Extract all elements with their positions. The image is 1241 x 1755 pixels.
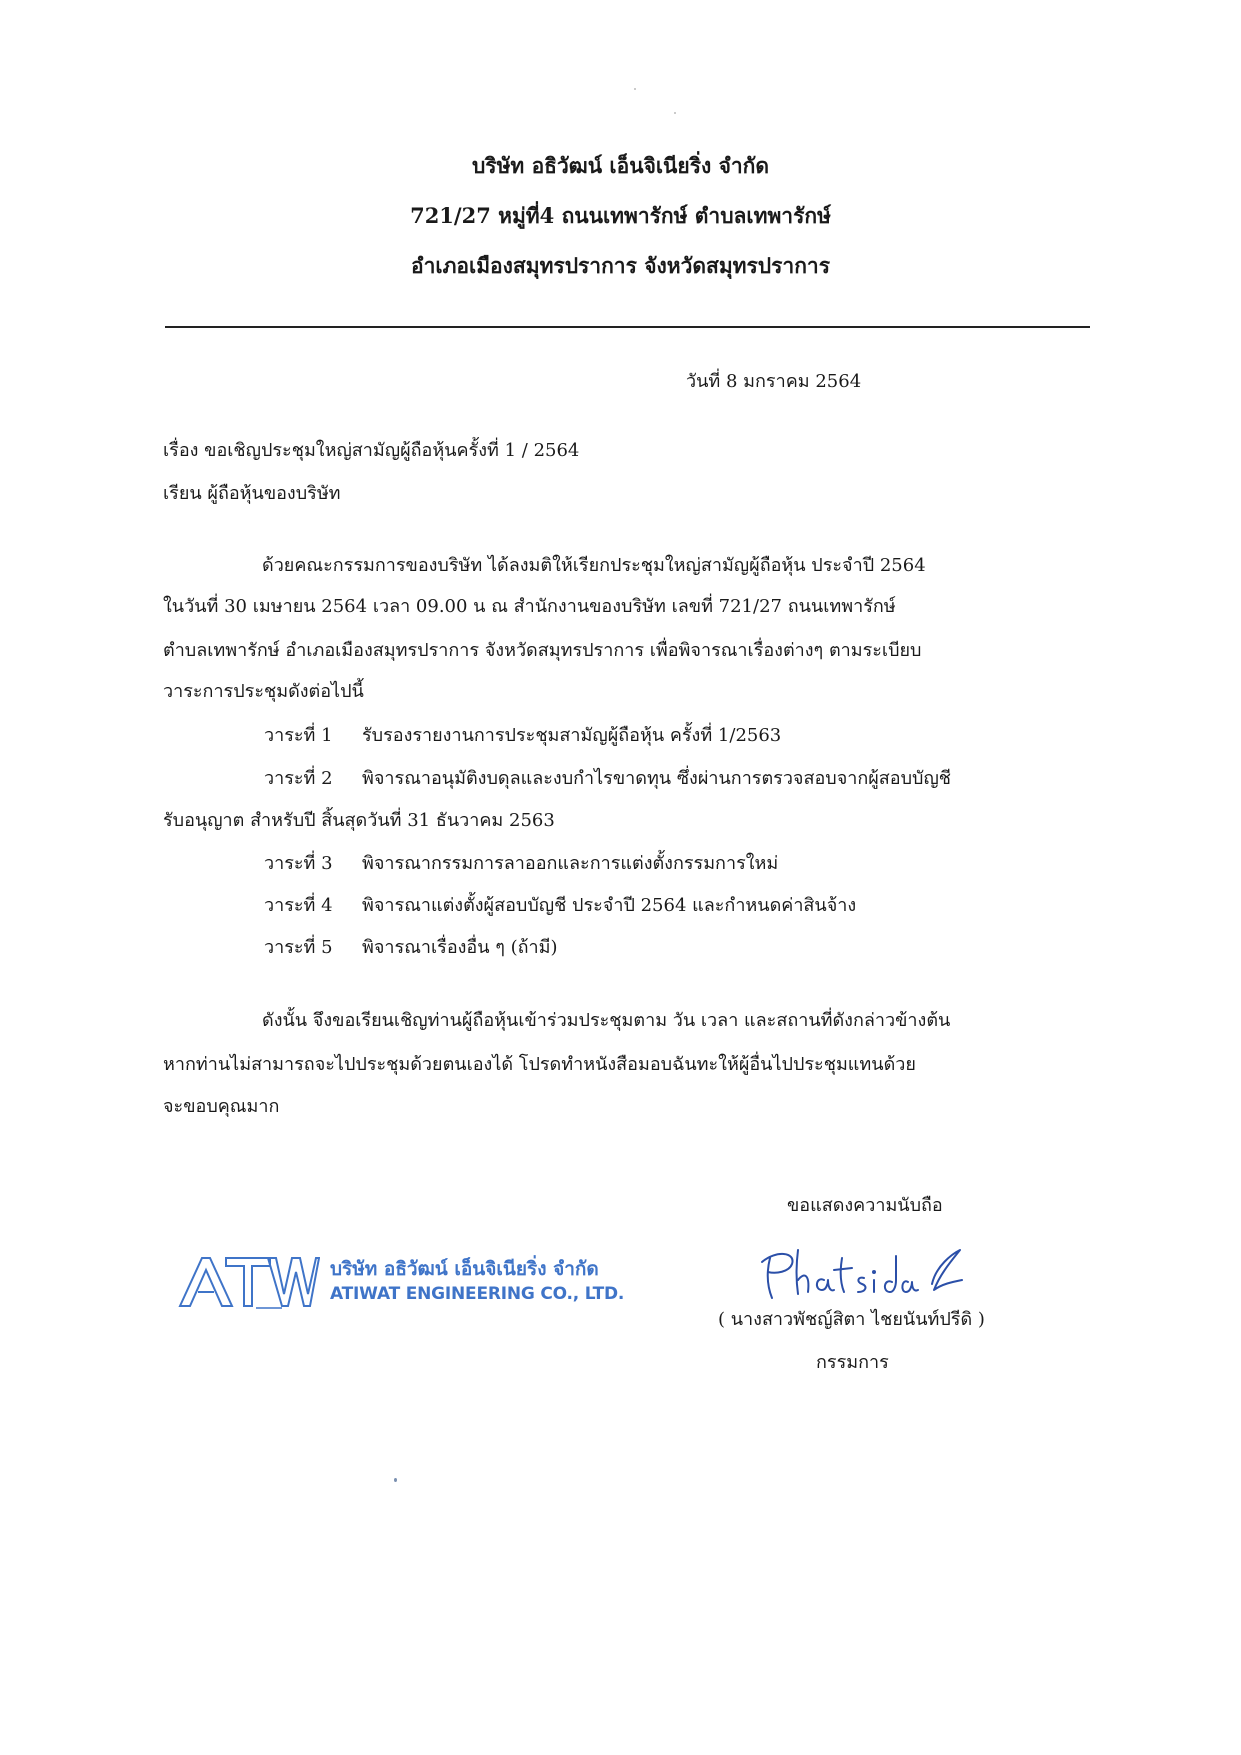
header-divider	[165, 326, 1090, 328]
company-address-line1: 721/27 หมู่ที่4 ถนนเทพารักษ์ ตำบลเทพารักษ์	[410, 203, 831, 228]
atw-logo-icon	[178, 1252, 320, 1312]
stamp-company-en: ATIWAT ENGINEERING CO., LTD.	[330, 1284, 625, 1304]
stamp-company-th: บริษัท อธิวัฒน์ เอ็นจิเนียริ่ง จำกัด	[330, 1258, 599, 1280]
letter-recipient: เรียน ผู้ถือหุ้นของบริษัท	[163, 483, 341, 504]
letter-date: วันที่ 8 มกราคม 2564	[686, 371, 862, 392]
body-line-1: ด้วยคณะกรรมการของบริษัท ได้ลงมติให้เรียกประชุมใหญ่สามัญผู้ถือหุ้น ประจำปี 2564	[262, 555, 926, 576]
body-line-3: ตำบลเทพารักษ์ อำเภอเมืองสมุทรปราการ จังหวัดสมุทรปราการ เพื่อพิจารณาเรื่องต่างๆ ตามระเบียบ	[163, 640, 922, 661]
agenda-text-4: พิจารณาแต่งตั้งผู้สอบบัญชี ประจำปี 2564 และกำหนดค่าสินจ้าง	[362, 895, 857, 916]
scan-speck	[394, 1478, 397, 1482]
closing-line-3: จะขอบคุณมาก	[163, 1096, 280, 1117]
company-address-line2: อำเภอเมืองสมุทรปราการ จังหวัดสมุทรปราการ	[410, 253, 830, 278]
signature-icon	[756, 1236, 966, 1306]
agenda-label-5: วาระที่ 5	[264, 937, 333, 958]
body-line-4: วาระการประชุมดังต่อไปนี้	[163, 681, 364, 702]
agenda-label-1: วาระที่ 1	[264, 725, 333, 746]
closing-line-1: ดังนั้น จึงขอเรียนเชิญท่านผู้ถือหุ้นเข้าร่วมประชุมตาม วัน เวลา และสถานที่ดังกล่าวข้างต้น	[262, 1010, 951, 1031]
agenda-text-2: พิจารณาอนุมัติงบดุลและงบกำไรขาดทุน ซึ่งผ่านการตรวจสอบจากผู้สอบบัญชี	[362, 768, 952, 789]
scan-speck	[634, 88, 636, 90]
closing-regards: ขอแสดงความนับถือ	[787, 1195, 943, 1216]
agenda-text-1: รับรองรายงานการประชุมสามัญผู้ถือหุ้น ครั้งที่ 1/2563	[362, 725, 782, 746]
closing-line-2: หากท่านไม่สามารถจะไปประชุมด้วยตนเองได้ โปรดทำหนังสือมอบฉันทะให้ผู้อื่นไปประชุมแทนด้วย	[163, 1054, 916, 1075]
company-name: บริษัท อธิวัฒน์ เอ็นจิเนียริ่ง จำกัด	[471, 153, 770, 178]
agenda-text-3: พิจารณากรรมการลาออกและการแต่งตั้งกรรมการใหม่	[362, 853, 779, 874]
scan-speck	[674, 112, 676, 114]
signer-name: ( นางสาวพัชญ์สิตา ไชยนันท์ปรีดิ )	[718, 1309, 985, 1330]
body-line-2: ในวันที่ 30 เมษายน 2564 เวลา 09.00 น ณ สำนักงานของบริษัท เลขที่ 721/27 ถนนเทพารักษ์	[163, 596, 896, 617]
signer-title: กรรมการ	[816, 1352, 889, 1373]
letter-subject: เรื่อง ขอเชิญประชุมใหญ่สามัญผู้ถือหุ้นครั้งที่ 1 / 2564	[163, 440, 580, 461]
agenda-label-2: วาระที่ 2	[264, 768, 333, 789]
company-stamp	[178, 1252, 658, 1312]
agenda-text-2-continuation: รับอนุญาต สำหรับปี สิ้นสุดวันที่ 31 ธันวาคม 2563	[163, 810, 555, 831]
agenda-label-4: วาระที่ 4	[264, 895, 333, 916]
agenda-text-5: พิจารณาเรื่องอื่น ๆ (ถ้ามี)	[362, 937, 558, 958]
agenda-label-3: วาระที่ 3	[264, 853, 333, 874]
